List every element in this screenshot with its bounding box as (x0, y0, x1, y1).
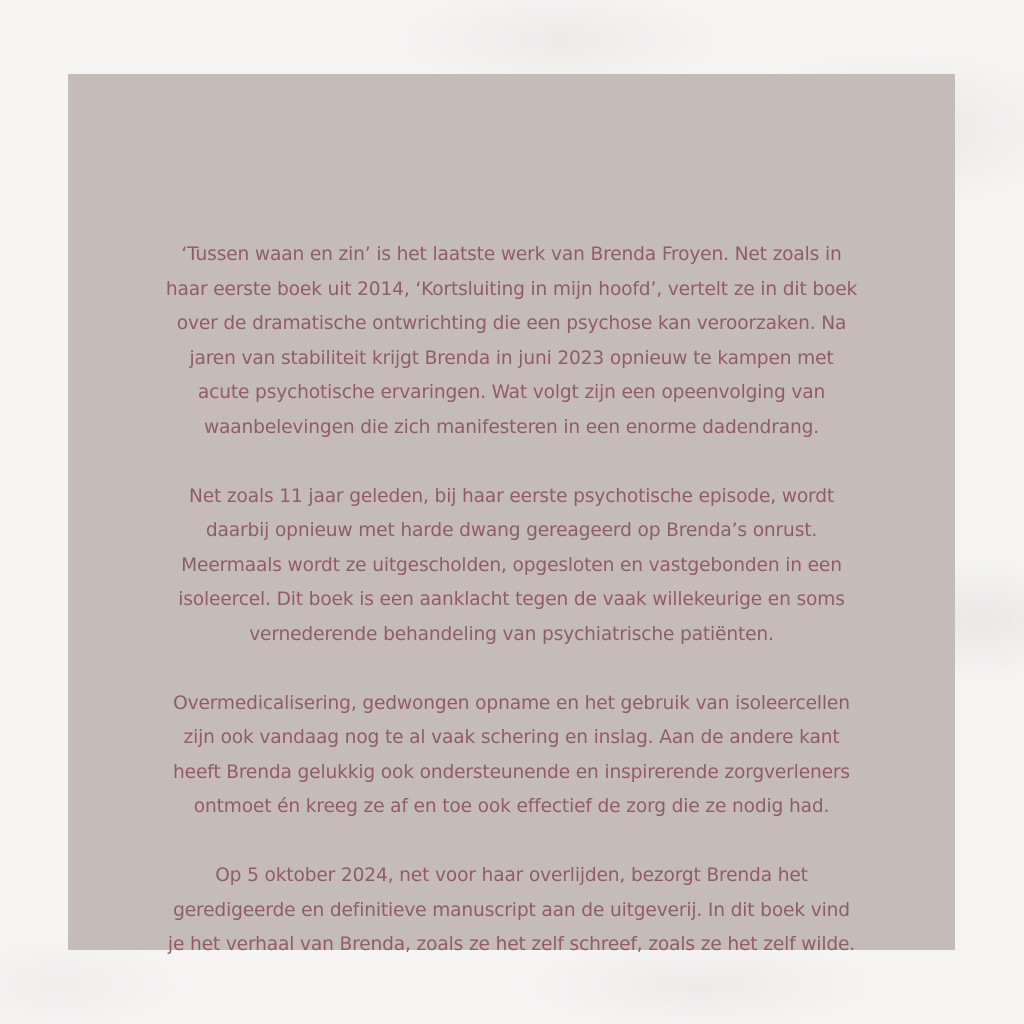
text-line: vernederende behandeling van psychiatrische patiënten. (249, 623, 774, 645)
text-line: Net zoals 11 jaar geleden, bij haar eerste psychotische episode, wordt (188, 485, 835, 507)
text-line: haar eerste boek uit 2014, ‘Kortsluiting in mijn hoofd’, vertelt ze in dit boek (165, 278, 858, 300)
paragraph-4 (68, 859, 955, 963)
body-text (68, 238, 955, 963)
text-line: Op 5 oktober 2024, net voor haar overlijden, bezorgt Brenda het (215, 865, 808, 886)
paragraph-gap (68, 825, 955, 860)
text-line: waanbelevingen die zich manifesteren in een enorme dadendrang. (204, 416, 819, 438)
text-line: over de dramatische ontwrichting die een psychose kan veroorzaken. Na (176, 313, 847, 334)
text-line: Overmedicalisering, gedwongen opname en het gebruik van isoleercellen (173, 692, 850, 714)
paragraph-1 (68, 238, 955, 445)
paragraph-gap (68, 652, 955, 687)
text-line: Meermaals wordt ze uitgescholden, opgesloten en vastgebonden in een (181, 554, 842, 576)
text-line: jaren van stabiliteit krijgt Brenda in juni 2023 opnieuw te kampen met (189, 347, 834, 369)
text-line: zijn ook vandaag nog te al vaak schering en inslag. Aan de andere kant (183, 727, 840, 748)
text-line: acute psychotische ervaringen. Wat volgt zijn een opeenvolging van (197, 382, 826, 403)
text-line: daarbij opnieuw met harde dwang gereageerd op Brenda’s onrust. (205, 520, 818, 541)
text-line: geredigeerde en definitieve manuscript aan de uitgeverij. In dit boek vind (173, 899, 850, 921)
text-line: je het verhaal van Brenda, zoals ze het zelf schreef, zoals ze het zelf wilde. (167, 934, 856, 955)
text-line: isoleercel. Dit boek is een aanklacht tegen de vaak willekeurige en soms (178, 589, 845, 610)
paragraph-3 (68, 687, 955, 825)
text-line: ontmoet én kreeg ze af en toe ook effectief de zorg die ze nodig had. (193, 796, 830, 817)
paragraph-gap (68, 445, 955, 480)
text-line: ‘Tussen waan en zin’ is het laatste werk van Brenda Froyen. Net zoals in (181, 244, 842, 265)
text-line: heeft Brenda gelukkig ook ondersteunende en inspirerende zorgverleners (173, 761, 850, 783)
text-card (68, 74, 955, 955)
paragraph-2 (68, 480, 955, 653)
